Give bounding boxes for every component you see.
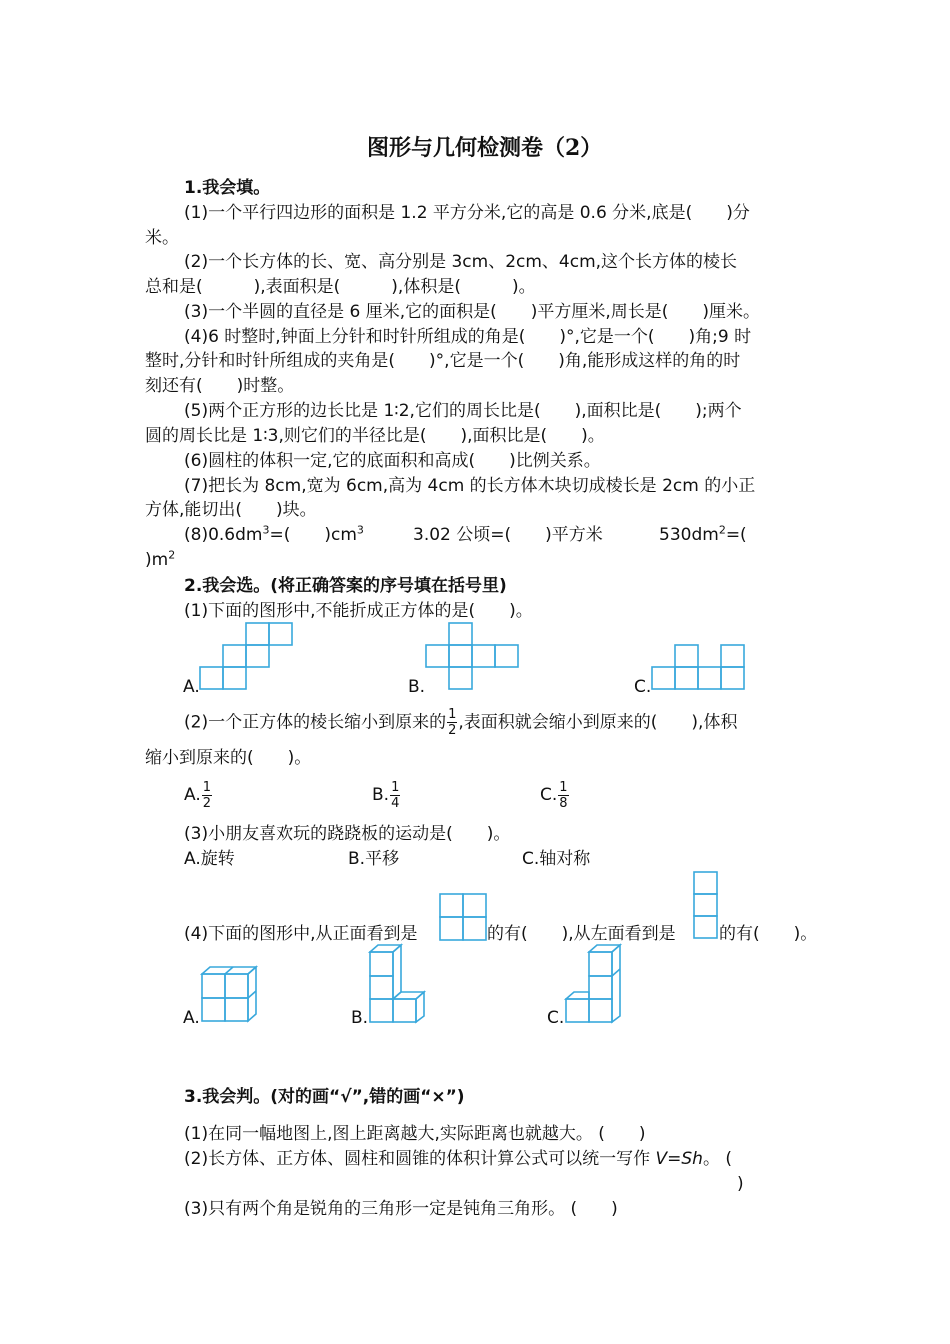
s2-q4-option-a: A. (183, 1008, 200, 1028)
s1-q4-line2: 整时,分针和时针所组成的夹角是( )°,它是一个( )角,能形成这样的角的时 (145, 351, 741, 371)
s3-q1: (1)在同一幅地图上,图上距离越大,实际距离也就越大。 ( ) (184, 1124, 646, 1144)
s2-q1-option-a: A. (183, 677, 200, 697)
cube-net-c-figure (652, 644, 747, 692)
s3-q2-close-paren: ) (737, 1174, 744, 1194)
section-1-heading: 1.我会填。 (184, 178, 271, 198)
s2-q3-option-b: B.平移 (348, 849, 400, 869)
s1-q8-part4: )$m^2$ (145, 548, 176, 570)
left-view-column-figure (693, 871, 719, 941)
front-view-2x2-figure (439, 893, 487, 941)
s1-q1-line1: (1)一个平行四边形的面积是 1.2 平方分米,它的高是 0.6 分米,底是( )分 (184, 203, 750, 223)
cube-stack-c-figure (564, 944, 624, 1026)
s1-q5-line2: 圆的周长比是 1∶3,则它们的半径比是( ),面积比是( )。 (145, 426, 605, 446)
s2-q4-text-1: (4)下面的图形中,从正面看到是 (184, 924, 418, 944)
s1-q7-line1: (7)把长为 8cm,宽为 6cm,高为 4cm 的长方体木块切成棱长是 2cm 的小正 (184, 476, 756, 496)
s2-q3-option-c: C.轴对称 (522, 849, 591, 869)
s2-q1-option-c: C. (634, 677, 652, 697)
s1-q8-part2: 3.02 公顷=( )平方米 (413, 525, 603, 545)
s1-q2-line1: (2)一个长方体的长、宽、高分别是 3cm、2cm、4cm,这个长方体的棱长 (184, 252, 738, 272)
cube-net-b-figure (426, 622, 521, 692)
cube-stack-a-figure (200, 966, 260, 1026)
s2-q2-option-c: C. $\frac{1}{8}$ (540, 779, 568, 811)
page-title: 图形与几何检测卷（2） (367, 135, 603, 161)
s2-q3-option-a: A.旋转 (184, 849, 235, 869)
s3-q3: (3)只有两个角是锐角的三角形一定是钝角三角形。 ( ) (184, 1199, 618, 1219)
s2-q3: (3)小朋友喜欢玩的跷跷板的运动是( )。 (184, 824, 511, 844)
s2-q2-line1: (2)一个正方体的棱长缩小到原来的 $\frac{1}{2}$ ,表面积就会缩小到原来的( ),体积 (184, 707, 738, 738)
section-3-heading: 3.我会判。(对的画“√”,错的画“×”) (184, 1087, 465, 1107)
s1-q3: (3)一个半圆的直径是 6 厘米,它的面积是( )平方厘米,周长是( )厘米。 (184, 302, 761, 322)
s1-q8-part1: $(8)0.6dm^3=$( )$cm^3$ (184, 523, 364, 545)
section-2-heading: 2.我会选。(将正确答案的序号填在括号里) (184, 576, 507, 596)
s1-q5-line1: (5)两个正方形的边长比是 1∶2,它们的周长比是( ),面积比是( );两个 (184, 401, 742, 421)
s3-q2: (2)长方体、正方体、圆柱和圆锥的体积计算公式可以统一写作 V=Sh。 ( (184, 1149, 732, 1169)
s2-q4-option-b: B. (351, 1008, 369, 1028)
one-half-fraction: $\frac{1}{2}$ (448, 707, 457, 738)
s1-q8-part3: $530dm^2=$( (659, 523, 747, 545)
s1-q7-line2: 方体,能切出( )块。 (145, 500, 317, 520)
s2-q2-option-b: B. $\frac{1}{4}$ (372, 779, 400, 811)
s1-q4-line1: (4)6 时整时,钟面上分针和时针所组成的角是( )°,它是一个( )角;9 时 (184, 327, 752, 347)
s1-q1-line2: 米。 (145, 228, 179, 248)
s2-q1: (1)下面的图形中,不能折成正方体的是( )。 (184, 601, 533, 621)
cube-stack-b-figure (368, 944, 428, 1026)
s2-q4-option-c: C. (547, 1008, 565, 1028)
s2-q2-option-a: A. $\frac{1}{2}$ (184, 779, 212, 811)
cube-net-a-figure (200, 622, 295, 692)
s1-q4-line3: 刻还有( )时整。 (145, 376, 295, 396)
s2-q1-option-b: B. (408, 677, 426, 697)
s2-q4-text-2: 的有( ),从左面看到是 (487, 924, 676, 944)
s2-q4-text-3: 的有( )。 (719, 924, 818, 944)
s2-q2-line2: 缩小到原来的( )。 (145, 748, 312, 768)
s1-q2-line2: 总和是( ),表面积是( ),体积是( )。 (145, 277, 536, 297)
s1-q6: (6)圆柱的体积一定,它的底面积和高成( )比例关系。 (184, 451, 601, 471)
